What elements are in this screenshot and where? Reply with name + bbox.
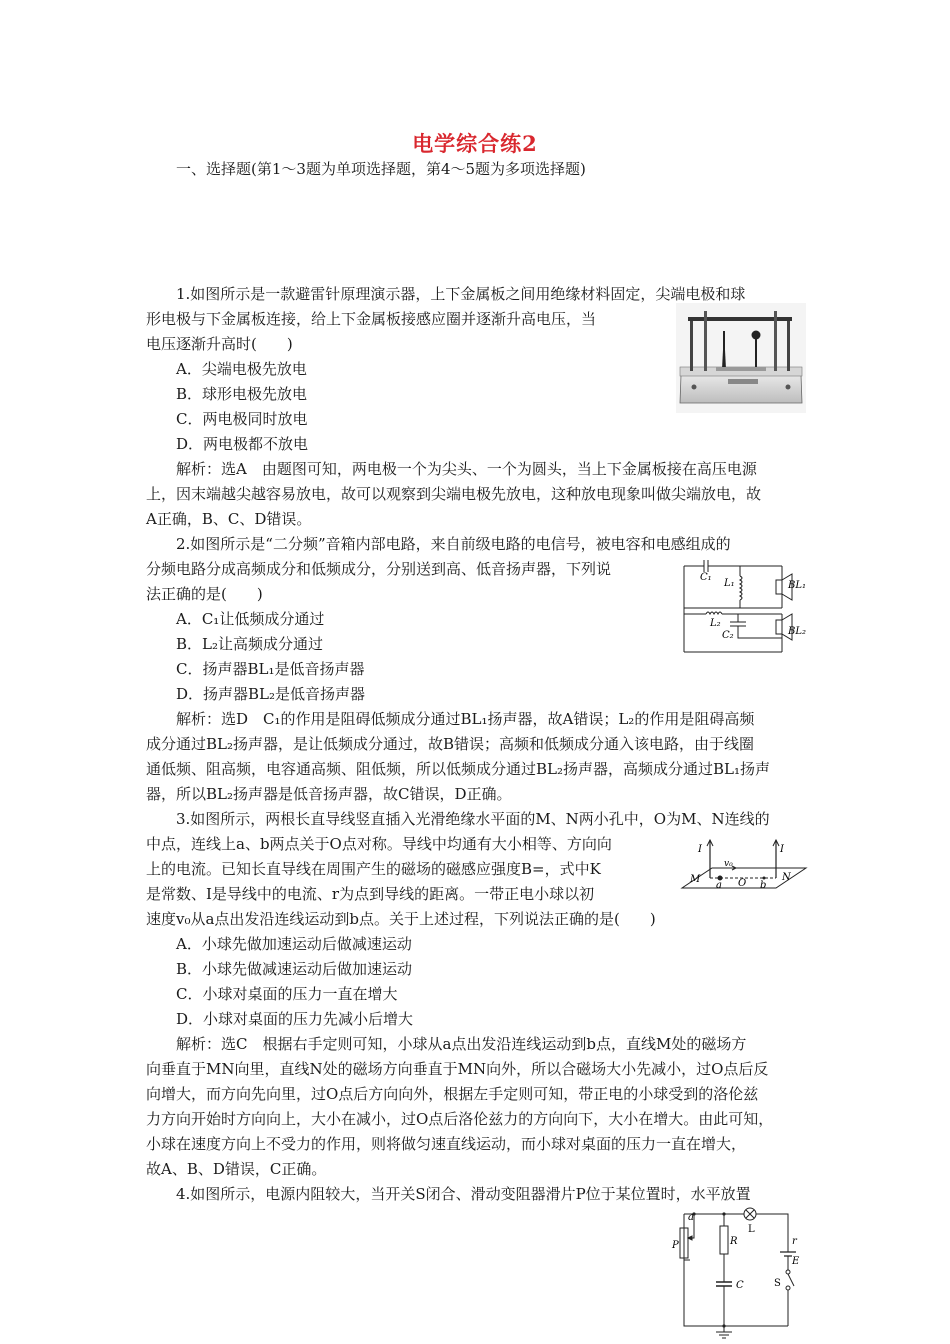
q1-analysis-2: 上，因末端越尖越容易放电，故可以观察到尖端电极先放电，这种放电现象叫做尖端放电，故 [146, 485, 762, 503]
q2-analysis-2: 成分通过BL₂扬声器，是让低频成分通过，故B错误；高频和低频成分通入该电路，由于线圈 [146, 735, 755, 753]
q1-analysis-3: A正确，B、C、D错误。 [146, 510, 312, 528]
l1-label: L₁ [724, 578, 735, 589]
n-label: N [782, 872, 791, 883]
q2-analysis-3: 通低频、阻高频，电容通高频、阻低频，所以低频成分通过BL₂扬声器，高频成分通过BL₁扬声 [146, 760, 770, 778]
q3-analysis-3: 向增大，而方向先向里，过O点后方向向外，根据左手定则可知，带正电的小球受到的洛伦兹 [146, 1085, 759, 1103]
q3-option-a: A．小球先做加速运动后做减速运动 [176, 935, 412, 953]
p-label: P [672, 1240, 679, 1251]
q2-line-2: 分频电路分成高频成分和低频成分，分别送到高、低音扬声器，下列说 [146, 560, 612, 578]
q3-option-d: D．小球对桌面的压力先减小后增大 [176, 1010, 414, 1028]
a-label: a [716, 880, 722, 891]
q1-line-3: 电压逐渐升高时( ) [146, 335, 293, 353]
s-label: S [774, 1278, 781, 1289]
current-i-left: I [698, 844, 702, 855]
q2-option-d: D．扬声器BL₂是低音扬声器 [176, 685, 366, 703]
q1-line-2: 形电极与下金属板连接，给上下金属板接感应圈并逐渐升高电压，当 [146, 310, 597, 328]
e-label: E [792, 1256, 800, 1267]
q4-line-1: 4.如图所示，电源内阻较大，当开关S闭合、滑动变阻器滑片P位于某位置时，水平放置 [176, 1185, 751, 1203]
q2-line-3: 法正确的是( ) [146, 585, 263, 603]
q1-option-b: B．球形电极先放电 [176, 385, 308, 403]
l-label: L [748, 1224, 755, 1235]
c-label: C [736, 1280, 744, 1291]
bl2-label: BL₂ [788, 626, 806, 637]
q2-analysis-1: 解析：选D C₁的作用是阻碍低频成分通过BL₁扬声器，故A错误；L₂的作用是阻碍高频 [176, 710, 755, 728]
q3-line-3: 上的电流。已知长直导线在周围产生的磁场的磁感应强度B=，式中K [146, 860, 601, 878]
q2-option-b: B．L₂让高频成分通过 [176, 635, 323, 653]
q3-analysis-5: 小球在速度方向上不受力的作用，则将做匀速直线运动，而小球对桌面的压力一直在增大， [146, 1135, 747, 1153]
current-i-right: I [780, 844, 784, 855]
q2-line-1: 2.如图所示是“二分频”音箱内部电路，来自前级电路的电信号，被电容和电感组成的 [176, 535, 731, 553]
q1-option-c: C．两电极同时放电 [176, 410, 308, 428]
l2-label: L₂ [710, 618, 721, 629]
rheostat-circuit-figure [668, 1206, 808, 1342]
r-big-label: R [730, 1236, 738, 1247]
q1-analysis-1: 解析：选A 由题图可知，两电极一个为尖头、一个为圆头，当上下金属板接在高压电源 [176, 460, 757, 478]
lightning-rod-demo-figure [676, 303, 806, 413]
q3-line-4: 是常数、I是导线中的电流、r为点到导线的距离。一带正电小球以初 [146, 885, 595, 903]
wires-on-table-figure [680, 836, 808, 898]
q3-analysis-4: 力方向开始时方向向上，大小在减小，过O点后洛伦兹力的方向向下，大小在增大。由此可知， [146, 1110, 774, 1128]
c1-label: C₁ [700, 572, 712, 583]
page-title: 电学综合练2 [412, 131, 538, 156]
q1-line-1: 1.如图所示是一款避雷针原理演示器，上下金属板之间用绝缘材料固定，尖端电极和球 [176, 285, 746, 303]
q2-analysis-4: 器，所以BL₂扬声器是低音扬声器，故C错误，D正确。 [146, 785, 512, 803]
q1-option-a: A．尖端电极先放电 [176, 360, 307, 378]
q2-option-a: A．C₁让低频成分通过 [176, 610, 325, 628]
a-label: a [688, 1212, 694, 1223]
q3-option-b: B．小球先做减速运动后做加速运动 [176, 960, 413, 978]
q3-line-2: 中点，连线上a、b两点关于O点对称。导线中均通有大小相等、方向向 [146, 835, 612, 853]
q3-analysis-2: 向垂直于MN向里，直线N处的磁场方向垂直于MN向外，所以合磁场大小先减小，过O点后反 [146, 1060, 769, 1078]
capacitor-c [716, 1282, 732, 1286]
q2-option-c: C．扬声器BL₁是低音扬声器 [176, 660, 365, 678]
section-heading: 一、选择题(第1～3题为单项选择题，第4～5题为多项选择题) [176, 160, 586, 178]
switch-s [788, 1274, 794, 1286]
q3-analysis-6: 故A、B、D错误，C正确。 [146, 1160, 327, 1178]
q3-line-5: 速度v₀从a点出发沿连线运动到b点。关于上述过程，下列说法正确的是( ) [146, 910, 656, 928]
ball-electrode [752, 331, 761, 340]
b-label: b [760, 880, 767, 891]
q3-option-c: C．小球对桌面的压力一直在增大 [176, 985, 398, 1003]
v0-label: v₀ [724, 859, 733, 869]
o-label: O [738, 878, 747, 889]
q3-analysis-1: 解析：选C 根据右手定则可知，小球从a点出发沿连线运动到b点，直线M处的磁场方 [176, 1035, 747, 1053]
bl1-label: BL₁ [788, 580, 806, 591]
m-label: M [690, 874, 701, 885]
resistor-r [720, 1226, 728, 1254]
q3-line-1: 3.如图所示，两根长直导线竖直插入光滑绝缘水平面的M、N两小孔中，O为M、N连线的 [176, 810, 770, 828]
q1-option-d: D．两电极都不放电 [176, 435, 309, 453]
c2-label: C₂ [722, 630, 734, 641]
crossover-circuit-figure [678, 558, 808, 660]
r-label: r [792, 1236, 797, 1247]
